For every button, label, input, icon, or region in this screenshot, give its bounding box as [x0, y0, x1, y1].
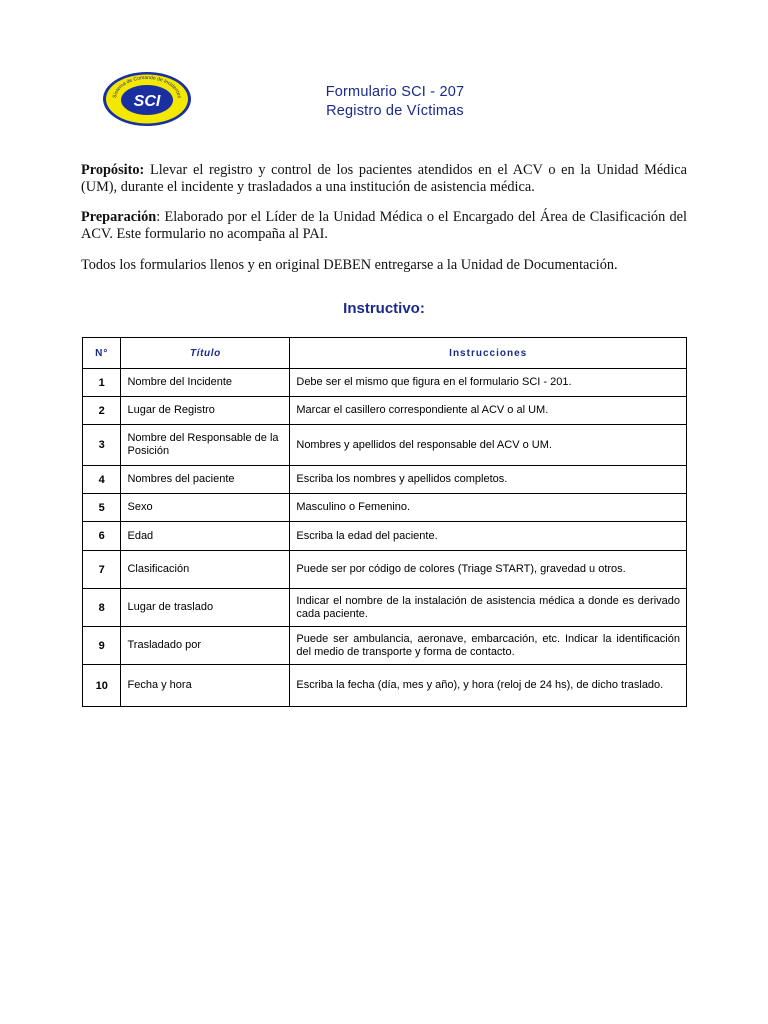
row-title: Nombre del Responsable de la Posición: [121, 425, 290, 466]
preparation-paragraph: [81, 209, 687, 243]
table-row: [83, 627, 687, 665]
row-instructions: Indicar el nombre de la instalación de asistencia médica a donde es derivado cada paciente.: [290, 589, 687, 627]
row-title: Edad: [121, 522, 290, 551]
row-instructions: Escriba la fecha (día, mes y año), y hora (reloj de 24 hs), de dicho traslado.: [290, 665, 687, 707]
row-number: 4: [83, 466, 121, 494]
form-title: [250, 83, 540, 121]
row-number: 9: [83, 627, 121, 665]
purpose-label: Propósito:: [81, 162, 145, 178]
table-row: [83, 589, 687, 627]
row-instructions: Marcar el casillero correspondiente al ACV o al UM.: [290, 397, 687, 425]
purpose-paragraph: [81, 162, 687, 196]
table-header-row: [83, 338, 687, 369]
row-title: Trasladado por: [121, 627, 290, 665]
table-row: [83, 397, 687, 425]
row-title: Nombres del paciente: [121, 466, 290, 494]
instructions-table: [82, 337, 687, 707]
row-instructions: Puede ser por código de colores (Triage START), gravedad u otros.: [290, 551, 687, 589]
table-row: [83, 522, 687, 551]
row-title: Nombre del Incidente: [121, 369, 290, 397]
row-number: 6: [83, 522, 121, 551]
table-row: [83, 494, 687, 522]
instructions-heading: Instructivo:: [343, 300, 425, 317]
row-title: Sexo: [121, 494, 290, 522]
form-title-line1: Formulario SCI - 207: [325, 84, 465, 100]
preparation-label: Preparación: [81, 209, 157, 225]
row-number: 10: [83, 665, 121, 707]
row-number: 2: [83, 397, 121, 425]
row-number: 7: [83, 551, 121, 589]
table-row: [83, 425, 687, 466]
logo-arc-text: Sistema de Comando de Incidentes: [111, 74, 182, 99]
row-number: 1: [83, 369, 121, 397]
row-title: Fecha y hora: [121, 665, 290, 707]
row-instructions: Debe ser el mismo que figura en el formulario SCI - 201.: [290, 369, 687, 397]
row-number: 5: [83, 494, 121, 522]
sci-logo-graphic: [102, 71, 192, 127]
table-row: [83, 369, 687, 397]
form-title-line2: Registro de Víctimas: [326, 103, 464, 119]
table-row: [83, 665, 687, 707]
row-title: Lugar de traslado: [121, 589, 290, 627]
row-instructions: Masculino o Femenino.: [290, 494, 687, 522]
row-number: 3: [83, 425, 121, 466]
row-instructions: Escriba la edad del paciente.: [290, 522, 687, 551]
header-instructions: Instrucciones: [290, 338, 687, 369]
row-instructions: Puede ser ambulancia, aeronave, embarcación, etc. Indicar la identificación del medio de transporte y forma de contacto.: [290, 627, 687, 665]
row-number: 8: [83, 589, 121, 627]
table-row: [83, 466, 687, 494]
delivery-note: Todos los formularios llenos y en original DEBEN entregarse a la Unidad de Documentación.: [81, 257, 618, 273]
row-instructions: Nombres y apellidos del responsable del ACV o UM.: [290, 425, 687, 466]
header-number: N°: [83, 338, 121, 369]
header-title: Título: [121, 338, 290, 369]
row-title: Clasificación: [121, 551, 290, 589]
logo-main-text: SCI: [133, 93, 161, 110]
sci-logo: [102, 71, 192, 127]
table-row: [83, 551, 687, 589]
row-title: Lugar de Registro: [121, 397, 290, 425]
preparation-text: : Elaborado por el Líder de la Unidad Médica o el Encargado del Área de Clasificación del ACV. Este formulario no acompaña al PAI.: [81, 209, 687, 242]
purpose-text: Llevar el registro y control de los pacientes atendidos en el ACV o en la Unidad Médica (UM), durante el incidente y trasladados a una institución de asistencia médica.: [81, 162, 687, 195]
row-instructions: Escriba los nombres y apellidos completos.: [290, 466, 687, 494]
